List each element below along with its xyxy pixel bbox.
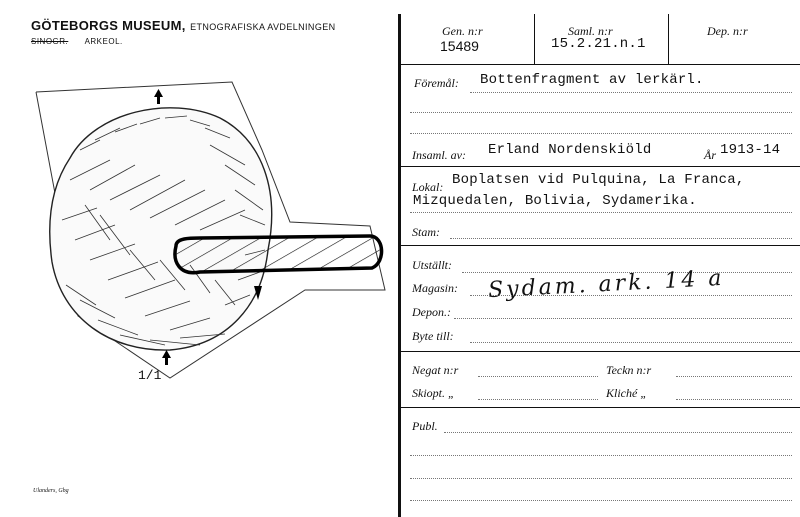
rule bbox=[410, 455, 792, 456]
rule bbox=[470, 295, 792, 296]
kliche-label: Kliché „ bbox=[606, 386, 647, 400]
rule bbox=[470, 92, 792, 93]
rule bbox=[410, 212, 792, 213]
dep-label: Dep. n:r bbox=[707, 24, 748, 38]
section-rule bbox=[401, 245, 800, 246]
box-divider-2 bbox=[668, 14, 669, 64]
foremal-value: Bottenfragment av lerkärl. bbox=[480, 72, 704, 88]
rule bbox=[454, 318, 792, 319]
skiopt-label: Skiopt. „ bbox=[412, 386, 455, 400]
teckn-label: Teckn n:r bbox=[606, 363, 652, 377]
printer-mark: Ulanders, Gbg bbox=[33, 488, 69, 494]
section-rule bbox=[401, 407, 800, 408]
card-divider bbox=[398, 14, 401, 517]
foremal-label: Föremål: bbox=[414, 76, 459, 90]
depon-label: Depon.: bbox=[412, 305, 451, 319]
lokal-label: Lokal: bbox=[412, 180, 444, 194]
rule bbox=[676, 399, 792, 400]
archaeology-label: ARKEOL. bbox=[84, 37, 123, 46]
gen-number: 15489 bbox=[440, 38, 479, 54]
section-rule bbox=[401, 351, 800, 352]
byte-label: Byte till: bbox=[412, 329, 454, 343]
stam-label: Stam: bbox=[412, 225, 440, 239]
lokal-value-1: Boplatsen vid Pulquina, La Franca, bbox=[452, 172, 745, 188]
scale-label: 1/1 bbox=[138, 368, 162, 383]
insaml-label: Insaml. av: bbox=[412, 148, 466, 162]
rule bbox=[478, 399, 598, 400]
cross-section bbox=[175, 236, 382, 273]
rule bbox=[676, 376, 792, 377]
rule bbox=[410, 478, 792, 479]
saml-label: Saml. n:r bbox=[568, 24, 613, 38]
lokal-value-2: Mizquedalen, Bolivia, Sydamerika. bbox=[413, 193, 697, 209]
rule bbox=[410, 112, 792, 113]
struck-label: SINOGR. bbox=[31, 37, 69, 46]
top-box-rule bbox=[401, 64, 800, 65]
sherd-body bbox=[50, 108, 272, 350]
ar-value: 1913-14 bbox=[720, 142, 781, 158]
utstallt-label: Utställt: bbox=[412, 258, 453, 272]
ar-label: År bbox=[704, 148, 716, 162]
rule bbox=[410, 133, 792, 134]
magasin-label: Magasin: bbox=[412, 281, 458, 295]
publ-label: Publ. bbox=[412, 419, 438, 433]
department-name: ETNOGRAFISKA AVDELNINGEN bbox=[190, 22, 336, 32]
section-rule bbox=[401, 166, 800, 167]
magasin-value: Sydam. ark. 14 a bbox=[487, 265, 726, 304]
negat-label: Negat n:r bbox=[412, 363, 459, 377]
box-divider-1 bbox=[534, 14, 535, 64]
rule bbox=[444, 432, 792, 433]
rule bbox=[450, 238, 792, 239]
rule bbox=[470, 342, 792, 343]
museum-name: GÖTEBORGS MUSEUM, bbox=[31, 18, 186, 33]
rule bbox=[478, 376, 598, 377]
gen-label: Gen. n:r bbox=[442, 24, 483, 38]
rule bbox=[410, 500, 792, 501]
saml-number: 15.2.21.n.1 bbox=[551, 36, 646, 52]
insaml-value: Erland Nordenskiöld bbox=[488, 142, 652, 158]
